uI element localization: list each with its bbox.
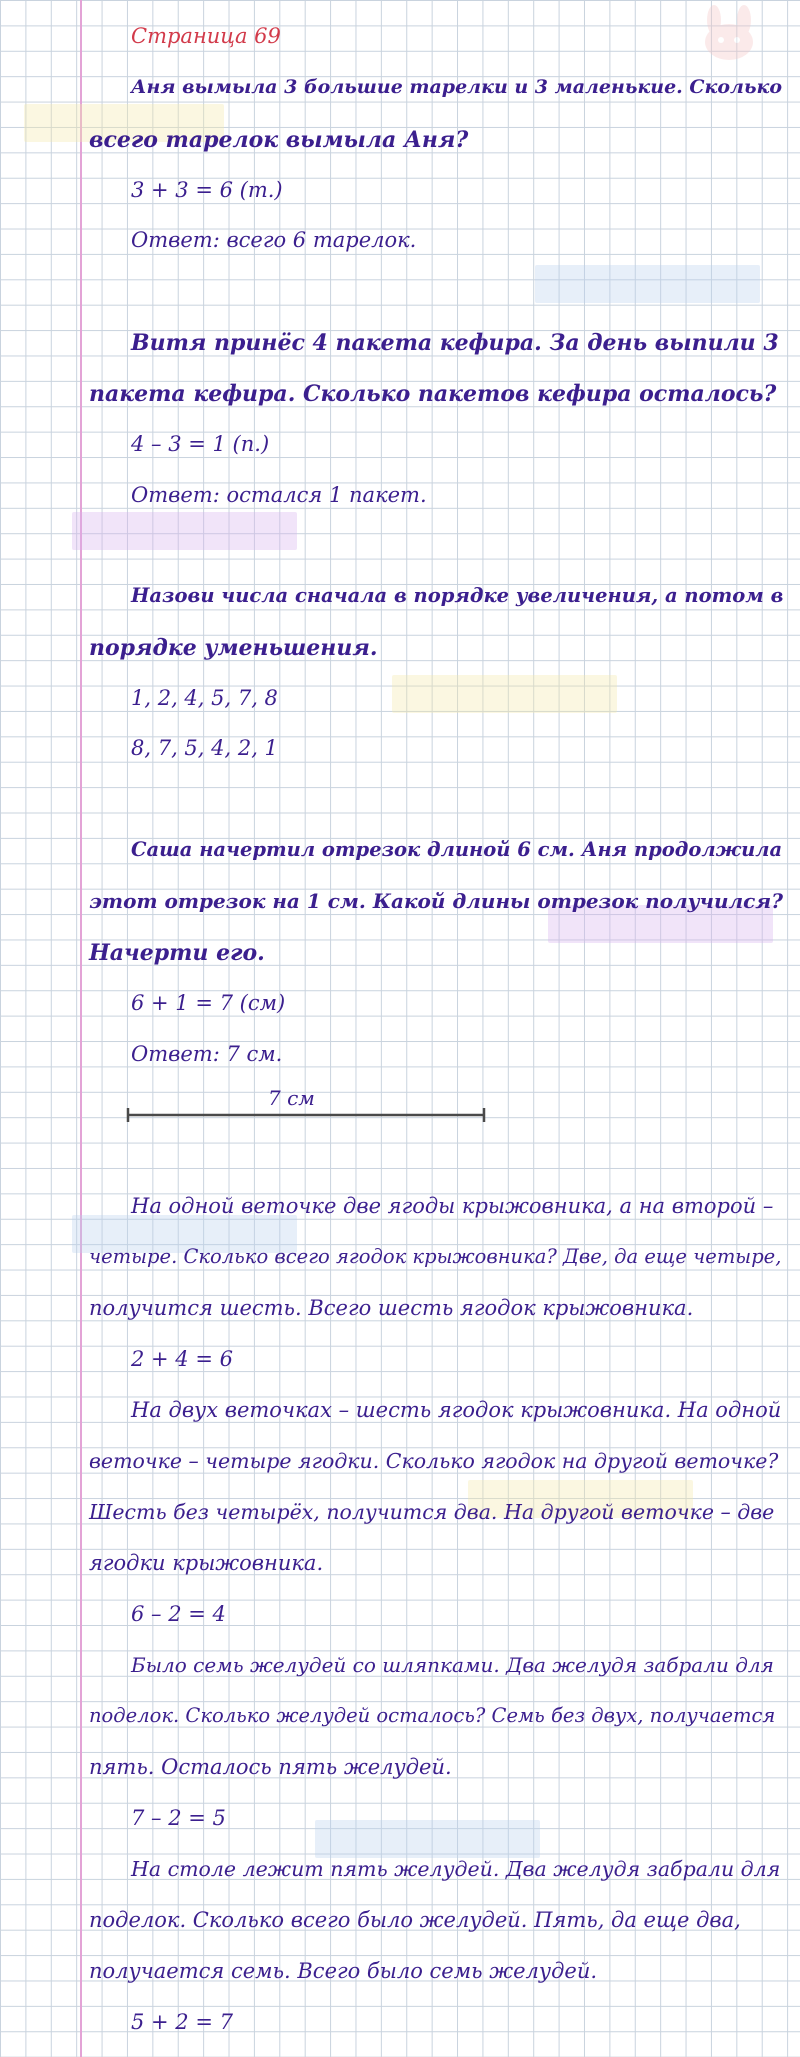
story-equation: 7 – 2 = 5 (131, 1806, 226, 1830)
solution-equation: 4 – 3 = 1 (п.) (131, 432, 270, 456)
task-line: порядке уменьшения. (89, 635, 378, 661)
watermark (72, 512, 297, 550)
story-line: получится шесть. Всего шесть ягодок крыжовника. (89, 1296, 694, 1320)
solution-answer: Ответ: остался 1 пакет. (131, 483, 427, 507)
story-line: четыре. Сколько всего ягодок крыжовника? Две, да еще четыре, (89, 1245, 782, 1268)
page-title: Страница 69 (131, 24, 281, 48)
line-segment-drawing (126, 1072, 488, 1132)
story-equation: 5 + 2 = 7 (131, 2010, 233, 2034)
watermark (315, 1820, 540, 1858)
watermark (535, 265, 760, 303)
story-line: На двух веточках – шесть ягодок крыжовника. На одной (131, 1398, 782, 1422)
task-line: Витя принёс 4 пакета кефира. За день выпили 3 (131, 330, 779, 356)
task-line: Начерти его. (89, 940, 265, 966)
mascot-logo-icon (694, 4, 764, 62)
segment-label: 7 см (268, 1086, 315, 1110)
solution-answer: Ответ: 7 см. (131, 1042, 283, 1066)
task-line: всего тарелок вымыла Аня? (89, 127, 469, 153)
story-line: Было семь желудей со шляпками. Два желудя забрали для (131, 1653, 774, 1677)
task-line: этот отрезок на 1 см. Какой длины отрезок получился? (89, 889, 783, 913)
story-line: На одной веточке две ягоды крыжовника, а на второй – (131, 1194, 774, 1218)
story-equation: 6 – 2 = 4 (131, 1602, 226, 1626)
task-line: пакета кефира. Сколько пакетов кефира осталось? (89, 381, 777, 407)
story-line: На столе лежит пять желудей. Два желудя забрали для (131, 1857, 781, 1881)
watermark (392, 675, 617, 713)
numbers-ascending: 1, 2, 4, 5, 7, 8 (131, 686, 278, 710)
story-equation: 2 + 4 = 6 (131, 1347, 233, 1371)
numbers-descending: 8, 7, 5, 4, 2, 1 (131, 736, 278, 760)
task-line: Назови числа сначала в порядке увеличения, а потом в (131, 584, 784, 607)
story-line: ягодки крыжовника. (89, 1551, 324, 1575)
story-line: поделок. Сколько всего было желудей. Пять, да еще два, (89, 1908, 741, 1932)
story-line: поделок. Сколько желудей осталось? Семь без двух, получается (89, 1704, 776, 1727)
task-line: Аня вымыла 3 большие тарелки и 3 маленькие. Сколько (131, 76, 783, 98)
solution-answer: Ответ: всего 6 тарелок. (131, 228, 417, 252)
task-line: Саша начертил отрезок длиной 6 см. Аня продолжила (131, 838, 783, 861)
story-line: Шесть без четырёх, получится два. На другой веточке – две (89, 1500, 775, 1524)
solution-equation: 3 + 3 = 6 (т.) (131, 178, 283, 202)
story-line: пять. Осталось пять желудей. (89, 1755, 452, 1779)
story-line: получается семь. Всего было семь желудей. (89, 1959, 598, 1983)
solution-equation: 6 + 1 = 7 (см) (131, 991, 286, 1015)
segment-line-svg (126, 1072, 488, 1132)
story-line: веточке – четыре ягодки. Сколько ягодок на другой веточке? (89, 1449, 779, 1473)
notebook-margin-line (80, 0, 82, 2057)
